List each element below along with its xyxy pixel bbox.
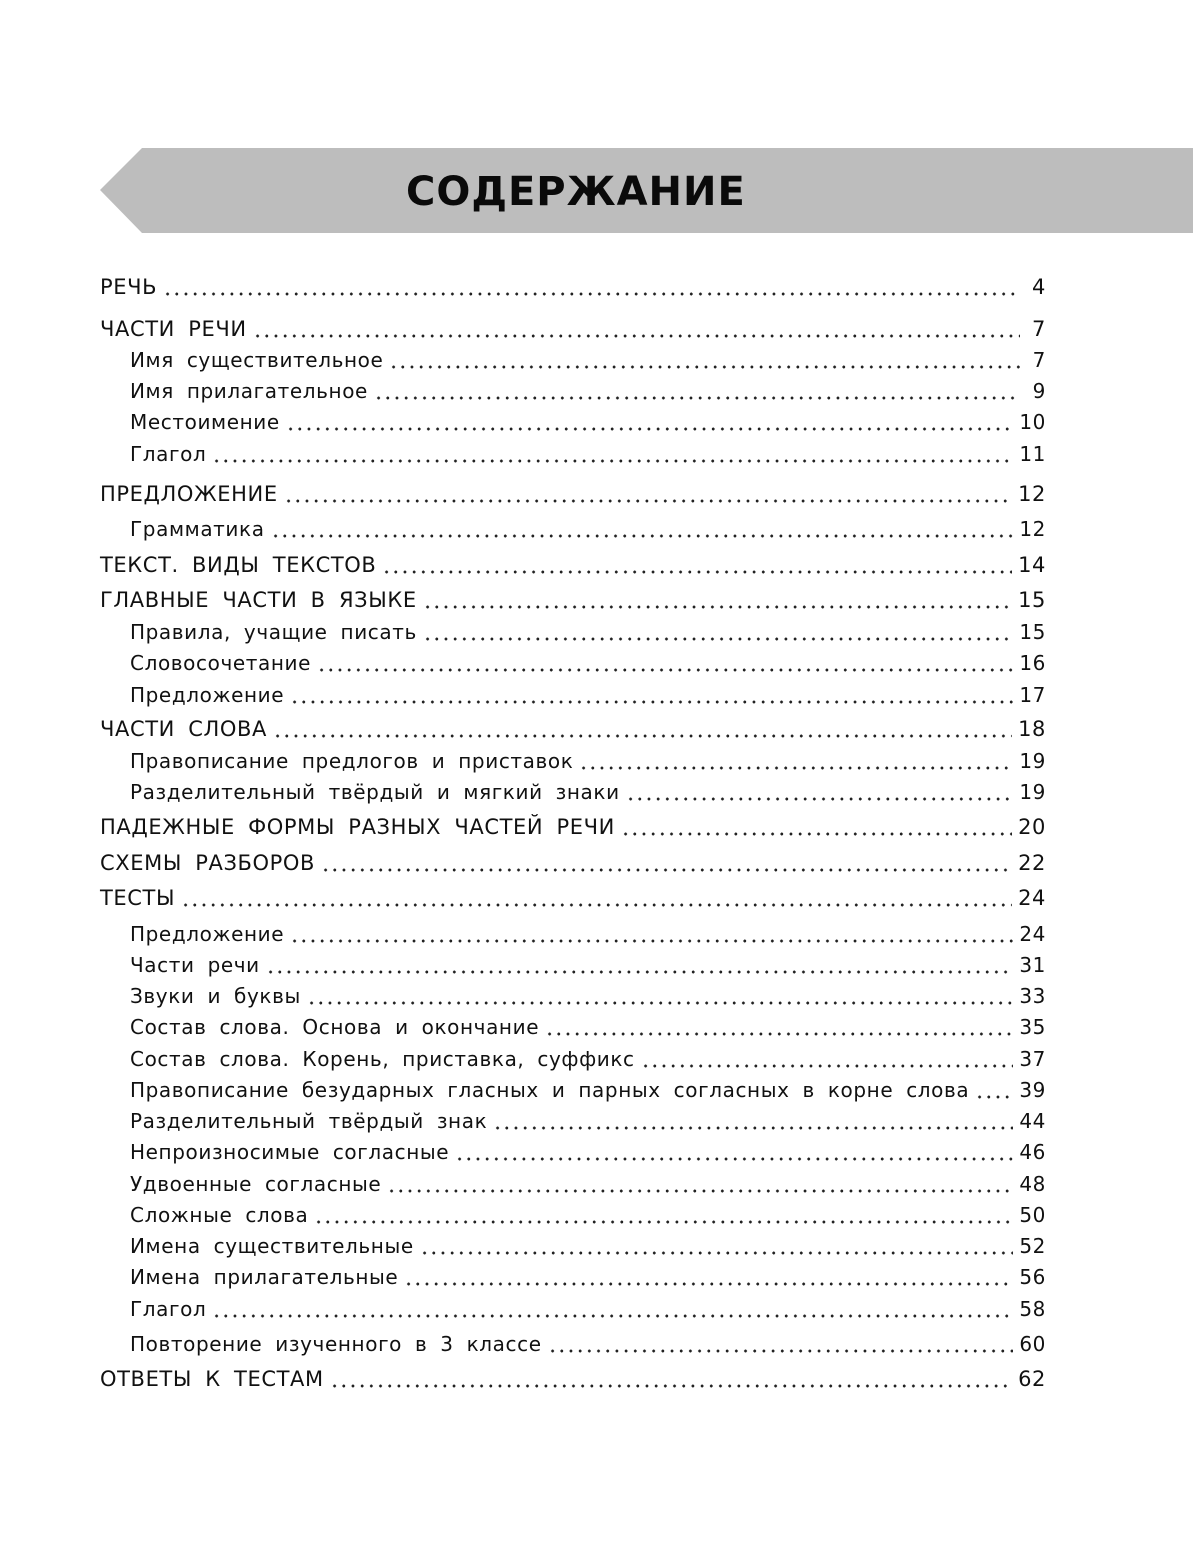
toc-subentry-imya-sushchestvitelnoe[interactable]: [130, 345, 1046, 375]
toc-subentry-test-glagol[interactable]: [130, 1294, 1046, 1324]
toc-entry-label: Части речи: [130, 953, 260, 977]
toc-entry-label: Имена существительные: [130, 1234, 414, 1258]
toc-entry-page: 22: [1018, 851, 1046, 875]
toc-entry-page: 58: [1019, 1297, 1046, 1321]
toc-subentry-test-udvoennye[interactable]: [130, 1169, 1046, 1199]
toc-entry-testy[interactable]: [100, 883, 1046, 913]
toc-subentry-test-osnova-okonchanie[interactable]: [130, 1012, 1046, 1042]
toc-leader-dots: [253, 315, 1020, 339]
toc-subentry-test-imena-prilagatelnye[interactable]: [130, 1262, 1046, 1292]
toc-leader-dots: [548, 1330, 1014, 1354]
toc-entry-label: Имя прилагательное: [130, 379, 368, 403]
toc-entry-label: Состав слова. Корень, приставка, суффикс: [130, 1047, 635, 1071]
toc-leader-dots: [314, 1201, 1013, 1225]
toc-leader-dots: [493, 1107, 1013, 1131]
toc-entry-label: Местоимение: [130, 410, 280, 434]
toc-entry-label: Повторение изученного в 3 классе: [130, 1332, 542, 1356]
toc-entry-page: 17: [1019, 683, 1046, 707]
toc-entry-label: Звуки и буквы: [130, 984, 301, 1008]
toc-subentry-mestoimenie[interactable]: [130, 407, 1046, 437]
toc-subentry-test-imena-sushchestvitelnye[interactable]: [130, 1231, 1046, 1261]
toc-entry-predlozhenie[interactable]: [100, 479, 1046, 509]
toc-entry-tekst-vidy-tekstov[interactable]: [100, 550, 1046, 580]
toc-entry-page: 31: [1019, 953, 1046, 977]
toc-subentry-predlozhenie[interactable]: [130, 680, 1046, 710]
toc-entry-label: Предложение: [130, 683, 285, 707]
toc-subentry-test-slozhnye-slova[interactable]: [130, 1200, 1046, 1230]
toc-leader-dots: [163, 273, 1020, 297]
toc-subentry-test-tverdyj-znak[interactable]: [130, 1106, 1046, 1136]
toc-entry-page: 56: [1019, 1265, 1046, 1289]
toc-leader-dots: [641, 1045, 1014, 1069]
toc-entry-page: 9: [1032, 379, 1046, 403]
toc-entry-otvety-k-testam[interactable]: [100, 1364, 1046, 1394]
toc-entry-label: РЕЧЬ: [100, 275, 158, 299]
toc-entry-page: 24: [1019, 922, 1046, 946]
toc-leader-dots: [423, 586, 1012, 610]
toc-subentry-test-neproiznosimye[interactable]: [130, 1137, 1046, 1167]
toc-subentry-test-predlozhenie[interactable]: [130, 919, 1046, 949]
toc-entry-label: ТЕСТЫ: [100, 886, 176, 910]
toc-entry-page: 39: [1019, 1078, 1046, 1102]
toc-entry-label: ПАДЕЖНЫЕ ФОРМЫ РАЗНЫХ ЧАСТЕЙ РЕЧИ: [100, 815, 615, 839]
toc-entry-label: Сложные слова: [130, 1203, 309, 1227]
toc-leader-dots: [317, 649, 1013, 673]
toc-entry-chasti-rechi[interactable]: [100, 314, 1046, 344]
toc-entry-skhemy-razborov[interactable]: [100, 848, 1046, 878]
toc-entry-page: 7: [1032, 348, 1046, 372]
toc-subentry-pravila[interactable]: [130, 617, 1046, 647]
toc-leader-dots: [382, 551, 1012, 575]
toc-entry-page: 16: [1019, 651, 1046, 675]
toc-entry-label: Правописание предлогов и приставок: [130, 749, 574, 773]
toc-entry-page: 14: [1018, 553, 1046, 577]
toc-entry-label: ОТВЕТЫ К ТЕСТАМ: [100, 1367, 324, 1391]
toc-subentry-test-bezudarnye-glasnye[interactable]: [130, 1075, 1046, 1105]
toc-entry-label: Правописание безударных гласных и парных согласных в корне слова: [130, 1078, 970, 1102]
toc-entry-chasti-slova[interactable]: [100, 714, 1046, 744]
toc-entry-label: СХЕМЫ РАЗБОРОВ: [100, 851, 316, 875]
toc-entry-label: Глагол: [130, 1297, 207, 1321]
toc-entry-label: Имена прилагательные: [130, 1265, 399, 1289]
toc-leader-dots: [404, 1263, 1013, 1287]
toc-entry-page: 18: [1018, 717, 1046, 741]
toc-entry-page: 19: [1019, 749, 1046, 773]
toc-entry-page: 12: [1018, 482, 1046, 506]
toc-entry-page: 15: [1018, 588, 1046, 612]
toc-entry-label: Правила, учащие писать: [130, 620, 417, 644]
toc-leader-dots: [290, 681, 1013, 705]
toc-leader-dots: [181, 884, 1012, 908]
toc-entry-label: ТЕКСТ. ВИДЫ ТЕКСТОВ: [100, 553, 377, 577]
toc-leader-dots: [307, 982, 1013, 1006]
toc-entry-label: ЧАСТИ РЕЧИ: [100, 317, 247, 341]
toc-entry-label: Состав слова. Основа и окончание: [130, 1015, 540, 1039]
toc-leader-dots: [975, 1076, 1013, 1100]
toc-entry-glavnye-chasti[interactable]: [100, 585, 1046, 615]
toc-subentry-pravopisanie-predlogov[interactable]: [130, 746, 1046, 776]
toc-leader-dots: [579, 747, 1013, 771]
toc-entry-label: ПРЕДЛОЖЕНИЕ: [100, 482, 278, 506]
toc-entry-label: Предложение: [130, 922, 285, 946]
toc-leader-dots: [266, 951, 1014, 975]
toc-subentry-imya-prilagatelnoe[interactable]: [130, 376, 1046, 406]
toc-entry-label: Разделительный твёрдый и мягкий знаки: [130, 780, 620, 804]
toc-entry-label: Разделительный твёрдый знак: [130, 1109, 488, 1133]
toc-entry-page: 52: [1019, 1234, 1046, 1258]
toc-entry-label: Удвоенные согласные: [130, 1172, 382, 1196]
toc-entry-page: 24: [1018, 886, 1046, 910]
toc-leader-dots: [290, 920, 1013, 944]
toc-leader-dots: [420, 1232, 1014, 1256]
toc-leader-dots: [389, 346, 1020, 370]
toc-entry-page: 15: [1019, 620, 1046, 644]
toc-entry-page: 19: [1019, 780, 1046, 804]
toc-entry-label: ГЛАВНЫЕ ЧАСТИ В ЯЗЫКЕ: [100, 588, 417, 612]
toc-entry-padezhnye-formy[interactable]: [100, 812, 1046, 842]
toc-entry-page: 10: [1019, 410, 1046, 434]
toc-subentry-razdelitelnyj-znaki[interactable]: [130, 777, 1046, 807]
toc-entry-page: 4: [1032, 275, 1046, 299]
toc-leader-dots: [387, 1170, 1013, 1194]
toc-entry-label: Имя существительное: [130, 348, 384, 372]
toc-entry-page: 44: [1019, 1109, 1046, 1133]
toc-leader-dots: [212, 1295, 1013, 1319]
toc-subentry-grammatika[interactable]: [130, 514, 1046, 544]
toc-entry-page: 7: [1032, 317, 1046, 341]
toc-entry-label: Словосочетание: [130, 651, 312, 675]
toc-entry-label: Глагол: [130, 442, 207, 466]
toc-entry-page: 62: [1018, 1367, 1046, 1391]
page-title: СОДЕРЖАНИЕ: [406, 169, 746, 215]
toc-leader-dots: [455, 1138, 1013, 1162]
toc-entry-rech[interactable]: [100, 272, 1046, 302]
toc-subentry-slovosochetanie[interactable]: [130, 648, 1046, 678]
toc-entry-label: ЧАСТИ СЛОВА: [100, 717, 267, 741]
toc-leader-dots: [545, 1013, 1013, 1037]
toc-entry-page: 35: [1019, 1015, 1046, 1039]
header-banner: [0, 148, 1193, 233]
toc-entry-page: 60: [1019, 1332, 1046, 1356]
toc-leader-dots: [212, 440, 1013, 464]
toc-entry-page: 48: [1019, 1172, 1046, 1196]
toc-leader-dots: [423, 618, 1013, 642]
toc-subentry-test-chasti-rechi[interactable]: [130, 950, 1046, 980]
toc-leader-dots: [330, 1365, 1012, 1389]
toc-entry-page: 12: [1019, 517, 1046, 541]
toc-entry-label: Непроизносимые согласные: [130, 1140, 450, 1164]
toc-entry-page: 33: [1019, 984, 1046, 1008]
toc-entry-page: 46: [1019, 1140, 1046, 1164]
toc-entry-page: 20: [1018, 815, 1046, 839]
toc-entry-page: 37: [1019, 1047, 1046, 1071]
toc-leader-dots: [621, 813, 1012, 837]
toc-leader-dots: [626, 778, 1014, 802]
toc-subentry-povtorenie[interactable]: [130, 1329, 1046, 1359]
toc-subentry-test-koren-pristavka[interactable]: [130, 1044, 1046, 1074]
toc-subentry-glagol[interactable]: [130, 439, 1046, 469]
toc-entry-page: 50: [1019, 1203, 1046, 1227]
toc-leader-dots: [321, 849, 1012, 873]
toc-subentry-test-zvuki-i-bukvy[interactable]: [130, 981, 1046, 1011]
toc-entry-page: 11: [1019, 442, 1046, 466]
toc-leader-dots: [284, 480, 1012, 504]
toc-entry-label: Грамматика: [130, 517, 265, 541]
toc-leader-dots: [271, 515, 1014, 539]
toc-leader-dots: [286, 408, 1014, 432]
toc-leader-dots: [273, 715, 1012, 739]
toc-leader-dots: [374, 377, 1020, 401]
